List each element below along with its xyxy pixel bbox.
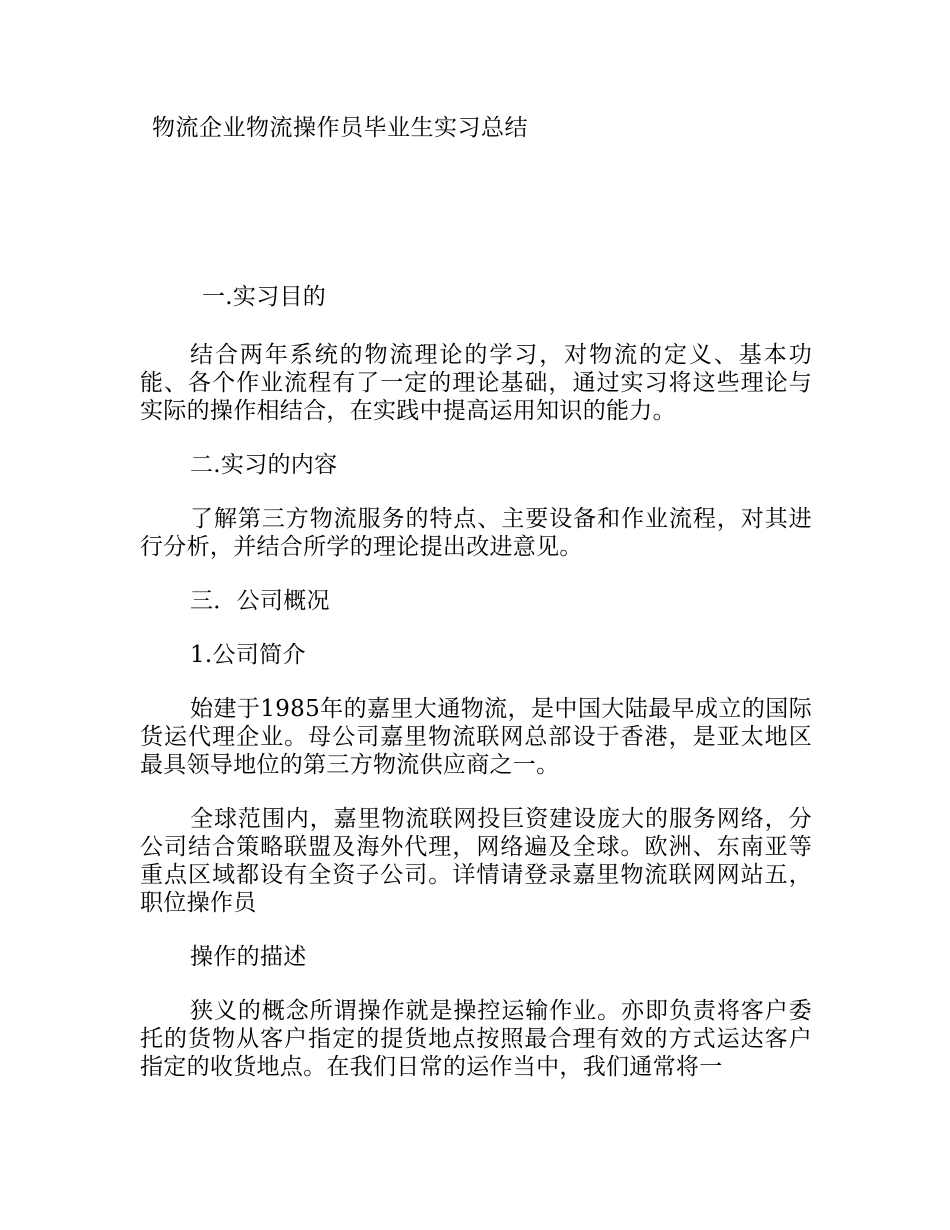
paragraph-content: 了解第三方物流服务的特点、主要设备和作业流程，对其进行分析，并结合所学的理论提出改进意见。: [140, 506, 812, 560]
section-heading-content: 二.实习的内容: [190, 452, 338, 478]
paragraph-purpose: 结合两年系统的物流理论的学习，对物流的定义、基本功能、各个作业流程有了一定的理论基础，通过实习将这些理论与实际的操作相结合，在实践中提高运用知识的能力。: [140, 342, 812, 424]
subsection-heading-company-intro: 1.公司简介: [190, 642, 306, 668]
section-heading-company-overview: 三．公司概况: [190, 588, 330, 614]
paragraph-operation-definition: 狭义的概念所谓操作就是操控运输作业。亦即负责将客户委托的货物从客户指定的提货地点按照最合理有效的方式运达客户指定的收货地点。在我们日常的运作当中，我们通常将一: [140, 998, 812, 1080]
document-title: 物流企业物流操作员毕业生实习总结: [152, 115, 528, 141]
document-body: [140, 283, 812, 1107]
subsection-heading-operation-description: 操作的描述: [190, 944, 307, 970]
section-heading-purpose: 一.实习目的: [202, 284, 327, 310]
paragraph-company-network: 全球范围内，嘉里物流联网投巨资建设庞大的服务网络，分公司结合策略联盟及海外代理，网络遍及全球。欧洲、东南亚等重点区域都设有全资子公司。详情请登录嘉里物流联网网站五，职位操作员: [140, 806, 812, 916]
paragraph-company-history: 始建于1985年的嘉里大通物流，是中国大陆最早成立的国际货运代理企业。母公司嘉里物流联网总部设于香港，是亚太地区最具领导地位的第三方物流供应商之一。: [140, 696, 812, 778]
